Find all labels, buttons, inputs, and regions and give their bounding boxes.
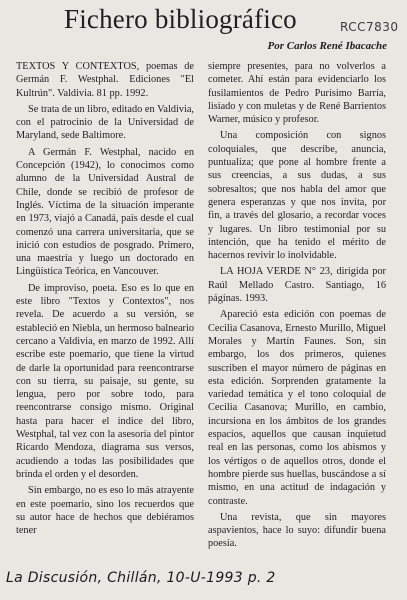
paragraph: Se trata de un libro, editado en Valdivia, con el patrocinio de la Universidad de Maryland, sede Baltimore. — [16, 103, 194, 142]
handwritten-source-note: La Discusión, Chillán, 10-U-1993 p. 2 — [6, 570, 276, 586]
paragraph: A Germán F. Westphal, nacido en Concepción (1942), lo conocimos como alumno de la Universidad Austral de Chile, donde se recibió de profesor de Inglés. Víctima de la situación imperante en 1973, viajó a Canadá, país desde el cual comenzó una carrera universitaria, que se inició con estudios de posgrado. Primero, una maestría y luego un doctorado en Lingüística Teórica, en Vancouver. — [16, 146, 194, 278]
paragraph: siempre presentes, para no volverlos a cometer. Ahí están para evidenciarlo los fusilamientos de Pedro Purísimo Barría, lisiado y con muletas y de René Barrientos Warner, músico y profesor. — [208, 61, 386, 126]
paragraph: TEXTOS Y CONTEXTOS, poemas de Germán F. Westphal. Ediciones "El Kultrún". Valdivia. 81 pp. 1992. — [16, 61, 194, 99]
byline: Por Carlos René Ibacache — [267, 40, 387, 52]
paragraph: Apareció esta edición con poemas de Cecilia Casanova, Ernesto Murillo, Miguel Morales y Martín Faunes. Son, sin embargo, los dos primeros, quienes suscriben el mayor número de páginas en esta edición. Sorprenden gratamente la variedad temática y el tono coloquial de Cecilia Casanova; Murillo, en cambio, incursiona en los ámbitos de los grandes espacios, aquellos que causan inquietud real en las personas, como los abismos y los vértigos o de aquellos otros, donde el hombre pierde sus huellas, buscándose a sí mismo, en una actitud de indagación y contraste. — [208, 309, 386, 507]
article-title: Fichero bibliográfico — [64, 4, 297, 34]
paragraph: Una composición con signos coloquiales, que describe, anuncia, puntualiza; que pone al hombre frente a sus creencias, a sus dudas, a sus sobresaltos; que nos habla del amor que genera esperanzas y que nos invita, por fin, a través del glosario, a recordar voces y lugares. Un libro testimonial por su intención, que ha tenido el mérito de hacernos revivir lo inolvidable. — [208, 130, 386, 262]
archive-stamp: RCC7830 — [340, 20, 399, 34]
paragraph: Una revista, que sin mayores aspavientos, hace lo suyo: difundir buena poesía. — [208, 511, 386, 550]
paragraph: LA HOJA VERDE N° 23, dirigida por Raúl Mellado Castro. Santiago, 16 páginas. 1993. — [208, 266, 386, 305]
paragraph: Sin embargo, no es eso lo más atrayente en este poemario, sino los recuerdos que su autor hace de hechos que debiéramos tener — [16, 485, 194, 537]
left-column — [16, 60, 194, 540]
paragraph: De improviso, poeta. Eso es lo que en este libro "Textos y Contextos", nos revela. De acuerdo a su versión, se estableció en Niebla, un hermoso balneario cercano a Valdivia, en marzo de 1992. Allí escribe este poemario, que tiene la virtud de darle la oportunidad para reencontrarse con su tierra, su paisaje, su gente, su lengua, pero por sobre todo, para reencontrarse consigo mismo. Original hasta para hacer el índice del libro, Westphal, tal vez con la asesoría del pintor Ricardo Mendoza, diagrama sus versos, acudiendo a todas las posibilidades que brinda el orden y el desorden. — [16, 282, 194, 480]
right-column — [208, 60, 386, 554]
